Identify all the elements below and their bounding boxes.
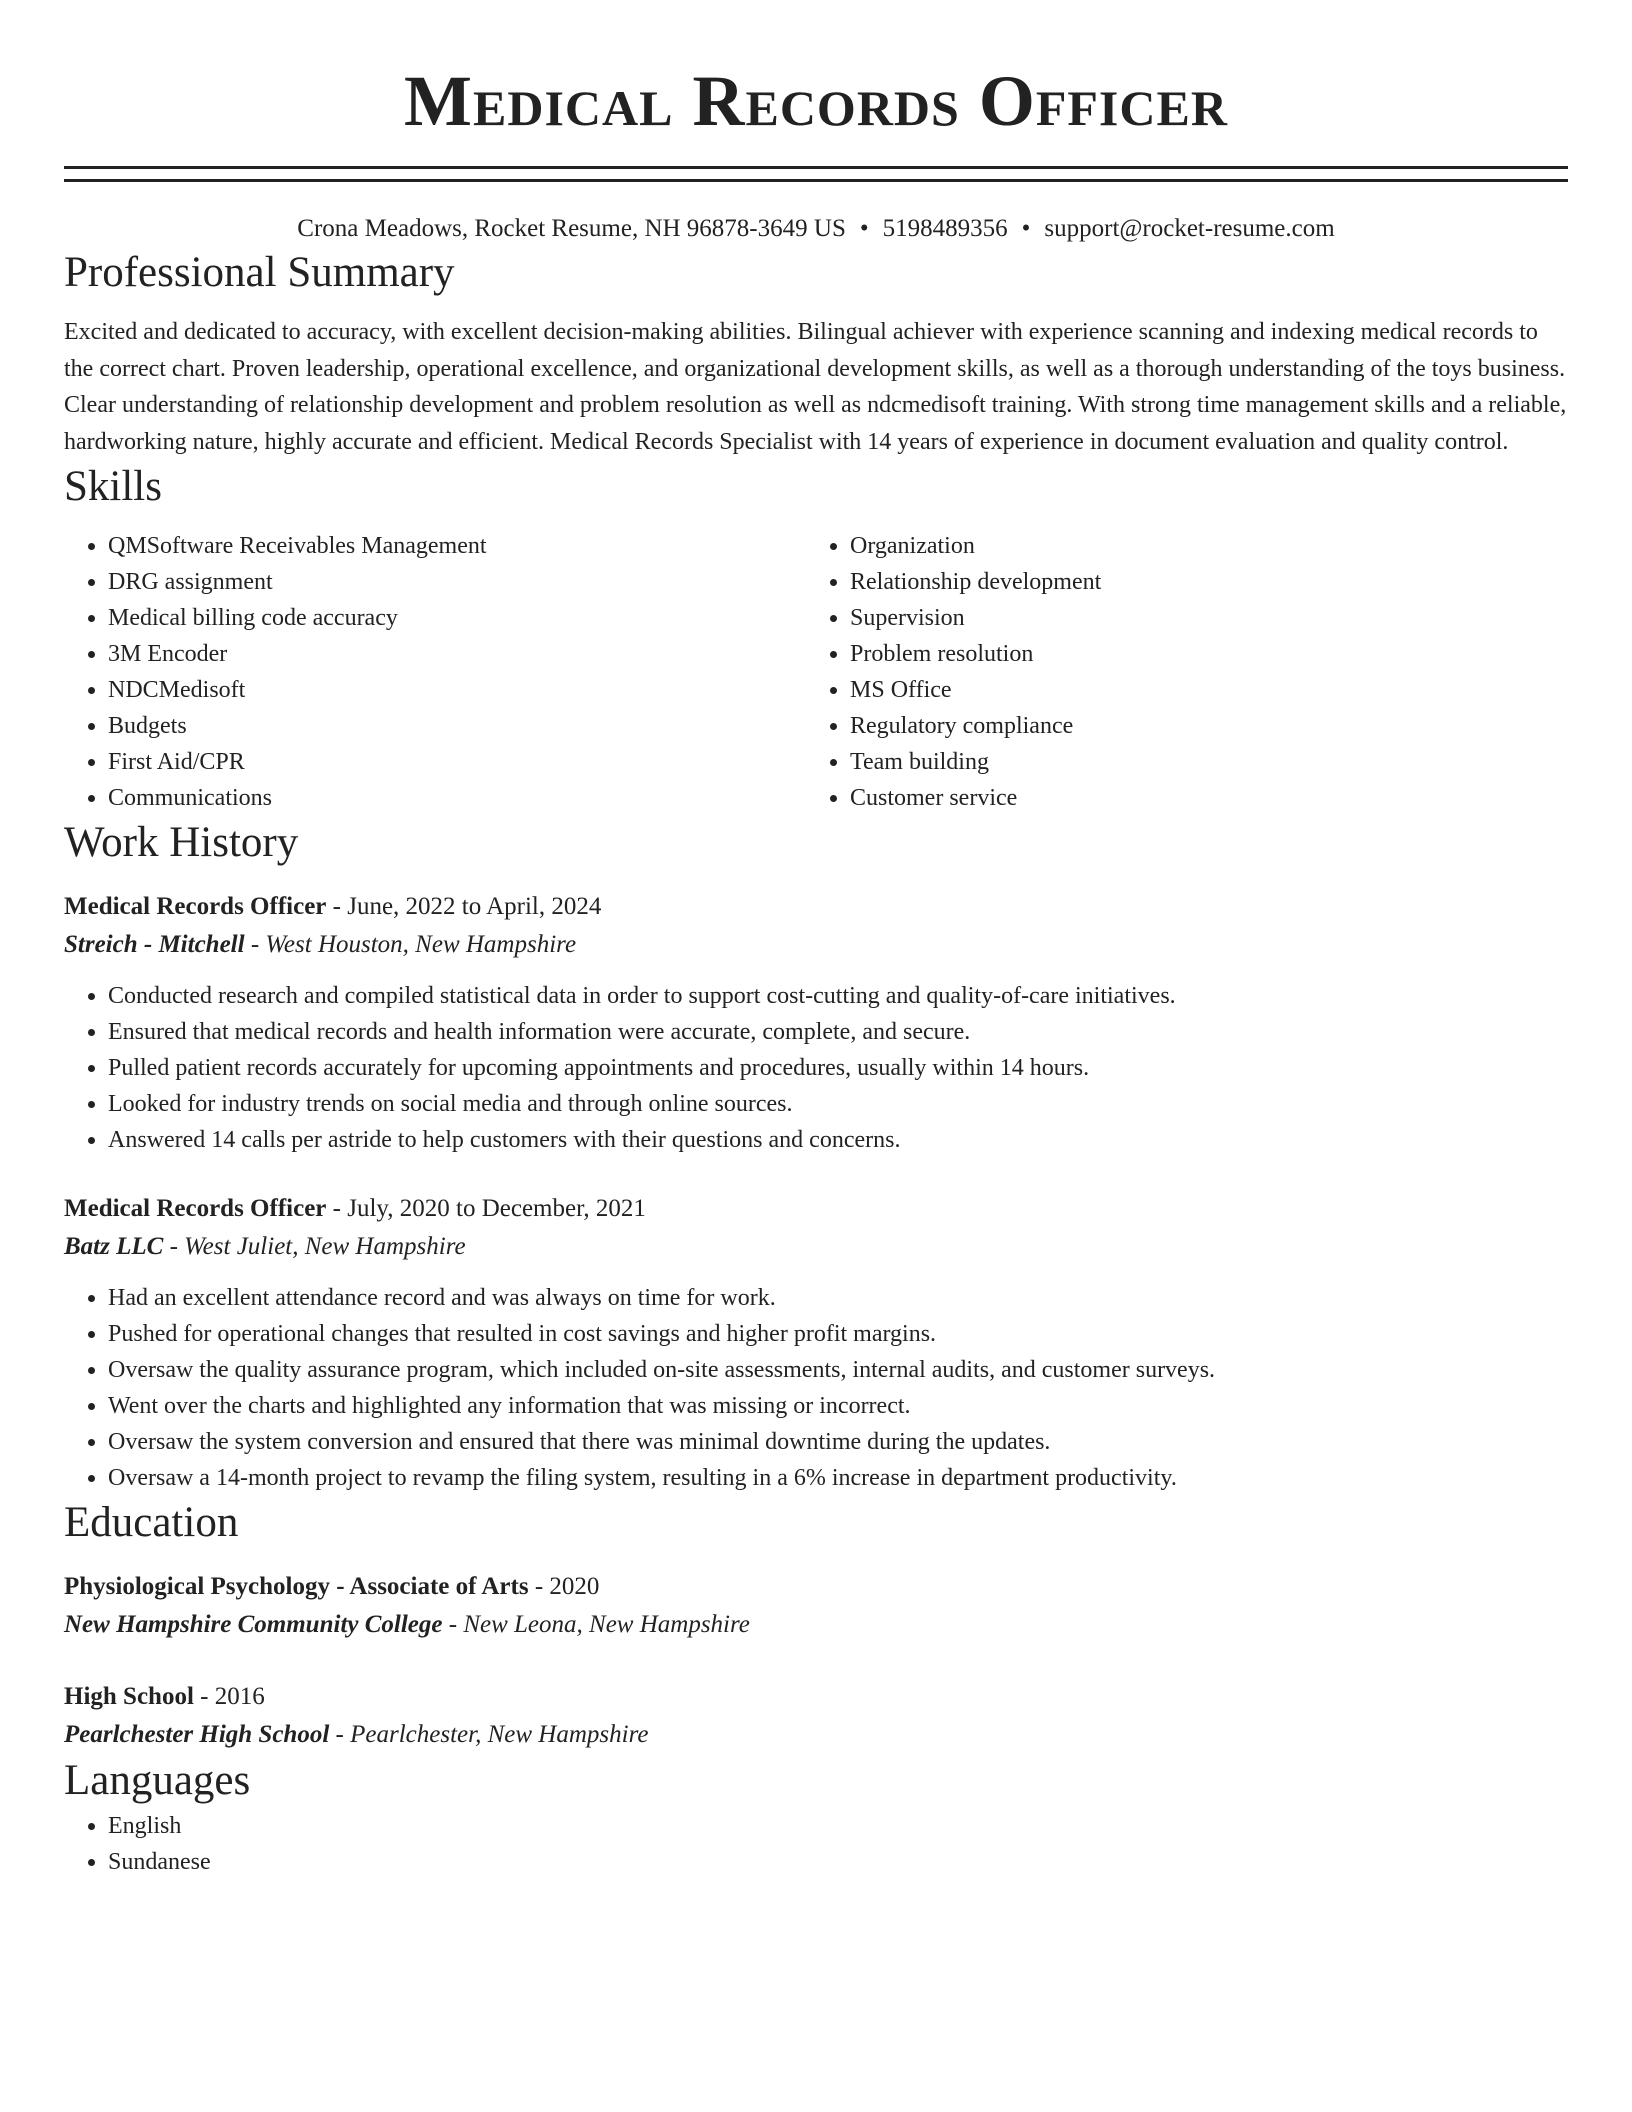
skill-item: • MS Office xyxy=(850,672,1548,708)
languages-heading: Languages xyxy=(64,1757,251,1804)
job-bullet: • Oversaw the quality assurance program, which included on-site assessments, internal audits, and customer surveys. xyxy=(108,1352,1568,1388)
skill-item: • Communications xyxy=(108,780,806,816)
skills-list-right xyxy=(806,528,1548,816)
skill-item: • Organization xyxy=(850,528,1548,564)
skill-item: • Supervision xyxy=(850,600,1548,636)
language-item: • Sundanese xyxy=(108,1844,1568,1880)
contact-address: Crona Meadows, Rocket Resume, NH 96878-3649 US xyxy=(297,215,846,242)
education-location: - Pearlchester, New Hampshire xyxy=(329,1721,649,1748)
job-bullet: • Answered 14 calls per astride to help customers with their questions and concerns. xyxy=(108,1122,1568,1158)
skill-item: • Team building xyxy=(850,744,1548,780)
job-bullet: • Had an excellent attendance record and was always on time for work. xyxy=(108,1280,1568,1316)
job-location: - West Juliet, New Hampshire xyxy=(163,1233,466,1260)
job-bullet: • Ensured that medical records and health information were accurate, complete, and secure. xyxy=(108,1014,1568,1050)
skill-item: • 3M Encoder xyxy=(108,636,806,672)
skills-heading: Skills xyxy=(64,463,162,510)
job-bullet: • Oversaw the system conversion and ensured that there was minimal downtime during the updates. xyxy=(108,1424,1568,1460)
education-school: New Hampshire Community College xyxy=(64,1611,443,1638)
job-dates: - June, 2022 to April, 2024 xyxy=(326,893,602,920)
skill-item: • QMSoftware Receivables Management xyxy=(108,528,806,564)
summary-text: Excited and dedicated to accuracy, with excellent decision-making abilities. Bilingual achiever with experience scanning and indexing medical records to the correct chart. Proven leadership, operational excellence, and organizational development skills, as well as a thorough understanding of the toys business. Clear understanding of relationship development and problem resolution as well as ndcmedisoft training. With strong time management skills and a reliable, hardworking nature, highly accurate and efficient. Medical Records Specialist with 14 years of experience in document evaluation and quality control. xyxy=(64,319,1567,455)
job-bullet: • Conducted research and compiled statistical data in order to support cost-cutting and quality-of-care initiatives. xyxy=(108,978,1568,1014)
job-location: - West Houston, New Hampshire xyxy=(244,931,577,958)
job-entry xyxy=(64,888,1568,1158)
education-entry xyxy=(64,1568,1568,1644)
skill-item: • Relationship development xyxy=(850,564,1548,600)
education-year: - 2016 xyxy=(193,1683,265,1710)
skill-item: • Budgets xyxy=(108,708,806,744)
job-bullet: • Looked for industry trends on social media and through online sources. xyxy=(108,1086,1568,1122)
skills-grid xyxy=(64,528,1568,816)
education-year: - 2020 xyxy=(528,1573,600,1600)
skill-item: • Customer service xyxy=(850,780,1548,816)
education-degree-line xyxy=(64,1568,1568,1606)
work-history-heading: Work History xyxy=(64,819,299,866)
skills-column-left xyxy=(64,528,806,816)
skill-item: • DRG assignment xyxy=(108,564,806,600)
title-divider xyxy=(64,166,1568,182)
resume-title: Medical Records Officer xyxy=(404,61,1228,141)
skills-list-left xyxy=(64,528,806,816)
job-bullet: • Pulled patient records accurately for upcoming appointments and procedures, usually within 14 hours. xyxy=(108,1050,1568,1086)
job-company: Batz LLC xyxy=(64,1233,164,1260)
education-location: - New Leona, New Hampshire xyxy=(442,1611,750,1638)
job-bullets xyxy=(64,1280,1568,1496)
education-degree: High School xyxy=(64,1683,194,1710)
job-bullet: • Oversaw a 14-month project to revamp the filing system, resulting in a 6% increase in department productivity. xyxy=(108,1460,1568,1496)
job-entry xyxy=(64,1190,1568,1496)
job-company-line xyxy=(64,926,1568,964)
job-bullet: • Went over the charts and highlighted any information that was missing or incorrect. xyxy=(108,1388,1568,1424)
job-company: Streich - Mitchell xyxy=(64,931,245,958)
contact-separator: • xyxy=(859,215,869,242)
job-title: Medical Records Officer xyxy=(64,893,327,920)
education-school: Pearlchester High School xyxy=(64,1721,330,1748)
education-entry xyxy=(64,1678,1568,1754)
education-heading: Education xyxy=(64,1499,239,1546)
contact-email: support@rocket-resume.com xyxy=(1044,215,1335,242)
job-bullet: • Pushed for operational changes that resulted in cost savings and higher profit margins. xyxy=(108,1316,1568,1352)
contact-phone: 5198489356 xyxy=(882,215,1008,242)
skill-item: • Medical billing code accuracy xyxy=(108,600,806,636)
job-bullets xyxy=(64,978,1568,1158)
contact-line xyxy=(64,212,1568,246)
skills-column-right xyxy=(806,528,1548,816)
job-title-line xyxy=(64,1190,1568,1228)
job-company-line xyxy=(64,1228,1568,1266)
summary-heading: Professional Summary xyxy=(64,249,455,296)
contact-separator: • xyxy=(1021,215,1031,242)
job-title: Medical Records Officer xyxy=(64,1195,327,1222)
skill-item: • NDCMedisoft xyxy=(108,672,806,708)
language-item: • English xyxy=(108,1808,1568,1844)
education-degree-line xyxy=(64,1678,1568,1716)
job-title-line xyxy=(64,888,1568,926)
job-dates: - July, 2020 to December, 2021 xyxy=(326,1195,646,1222)
skill-item: • Problem resolution xyxy=(850,636,1548,672)
education-degree: Physiological Psychology - Associate of Arts xyxy=(64,1573,529,1600)
languages-list xyxy=(64,1808,1568,1880)
skill-item: • First Aid/CPR xyxy=(108,744,806,780)
skill-item: • Regulatory compliance xyxy=(850,708,1548,744)
education-school-line xyxy=(64,1606,1568,1644)
education-school-line xyxy=(64,1716,1568,1754)
